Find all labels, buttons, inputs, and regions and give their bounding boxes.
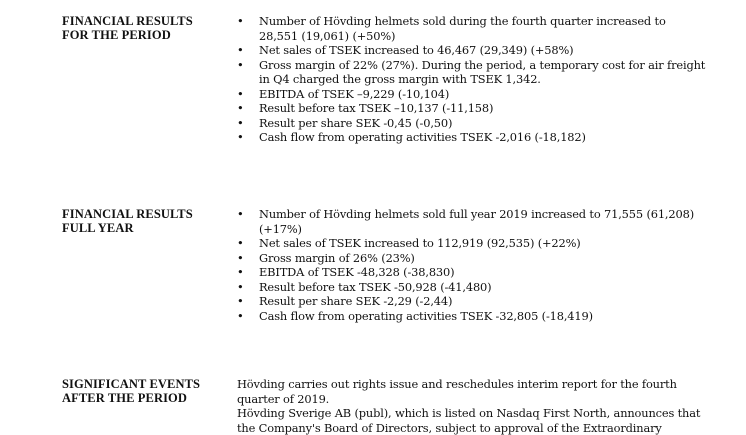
- label-line: SIGNIFICANT EVENTS: [62, 377, 201, 391]
- label-line: FOR THE PERIOD: [62, 28, 171, 42]
- list-item: • Number of Hövding helmets sold full year 2019 increased to 71,555 (61,208) (+17%): [237, 207, 694, 236]
- bullet-icon: •: [237, 279, 244, 294]
- label-line: FULL YEAR: [62, 221, 134, 235]
- list-item: • Net sales of TSEK increased to 46,467 (29,349) (+58%): [237, 43, 574, 57]
- bullet-icon: •: [237, 294, 244, 308]
- bullet-icon: •: [237, 265, 244, 279]
- label-line: FINANCIAL RESULTS: [62, 207, 193, 221]
- section-label: [62, 14, 222, 42]
- section-label: [62, 207, 222, 235]
- paragraph: Hövding carries out rights issue and reschedules interim report for the fourth quarter of 2019.: [237, 377, 677, 406]
- list-item: • Result per share SEK -2,29 (-2,44): [237, 294, 453, 308]
- paragraph: Hövding Sverige AB (publ), which is listed on Nasdaq First North, announces that the Company's Board of Directors, subject to approval of the Extraordinary: [237, 406, 701, 435]
- list-item: • Cash flow from operating activities TSEK -32,805 (-18,419): [237, 308, 593, 323]
- bullet-icon: •: [237, 250, 244, 265]
- list-item: • Result before tax TSEK -50,928 (-41,480): [237, 279, 492, 294]
- list-item: • Cash flow from operating activities TSEK -2,016 (-18,182): [237, 130, 586, 144]
- label-line: AFTER THE PERIOD: [62, 391, 188, 405]
- bullet-icon: •: [237, 57, 244, 72]
- bullet-icon: •: [237, 308, 244, 323]
- bullet-list: [237, 14, 707, 145]
- list-item: • Number of Hövding helmets sold during the fourth quarter increased to 28,551 (19,061) (+50%): [237, 14, 666, 43]
- bullet-icon: •: [237, 236, 244, 250]
- bullet-icon: •: [237, 101, 244, 115]
- bullet-icon: •: [237, 14, 244, 28]
- bullet-icon: •: [237, 207, 244, 221]
- bullet-list: [237, 207, 707, 323]
- bullet-icon: •: [237, 86, 244, 101]
- list-item: • EBITDA of TSEK –9,229 (-10,104): [237, 86, 450, 101]
- event-text: [237, 377, 707, 435]
- list-item: • Gross margin of 26% (23%): [237, 250, 415, 265]
- bullet-icon: •: [237, 115, 244, 130]
- list-item: • Net sales of TSEK increased to 112,919 (92,535) (+22%): [237, 236, 581, 250]
- bullet-icon: •: [237, 130, 244, 144]
- list-item: • Gross margin of 22% (27%). During the period, a temporary cost for air freight in Q4 charged the gross margin with TSEK 1,342.: [237, 57, 706, 86]
- label-line: FINANCIAL RESULTS: [62, 14, 193, 28]
- list-item: • Result per share SEK -0,45 (-0,50): [237, 115, 453, 130]
- list-item: • EBITDA of TSEK -48,328 (-38,830): [237, 265, 455, 279]
- list-item: • Result before tax TSEK –10,137 (-11,158): [237, 101, 494, 115]
- section-label: [62, 377, 222, 405]
- bullet-icon: •: [237, 43, 244, 57]
